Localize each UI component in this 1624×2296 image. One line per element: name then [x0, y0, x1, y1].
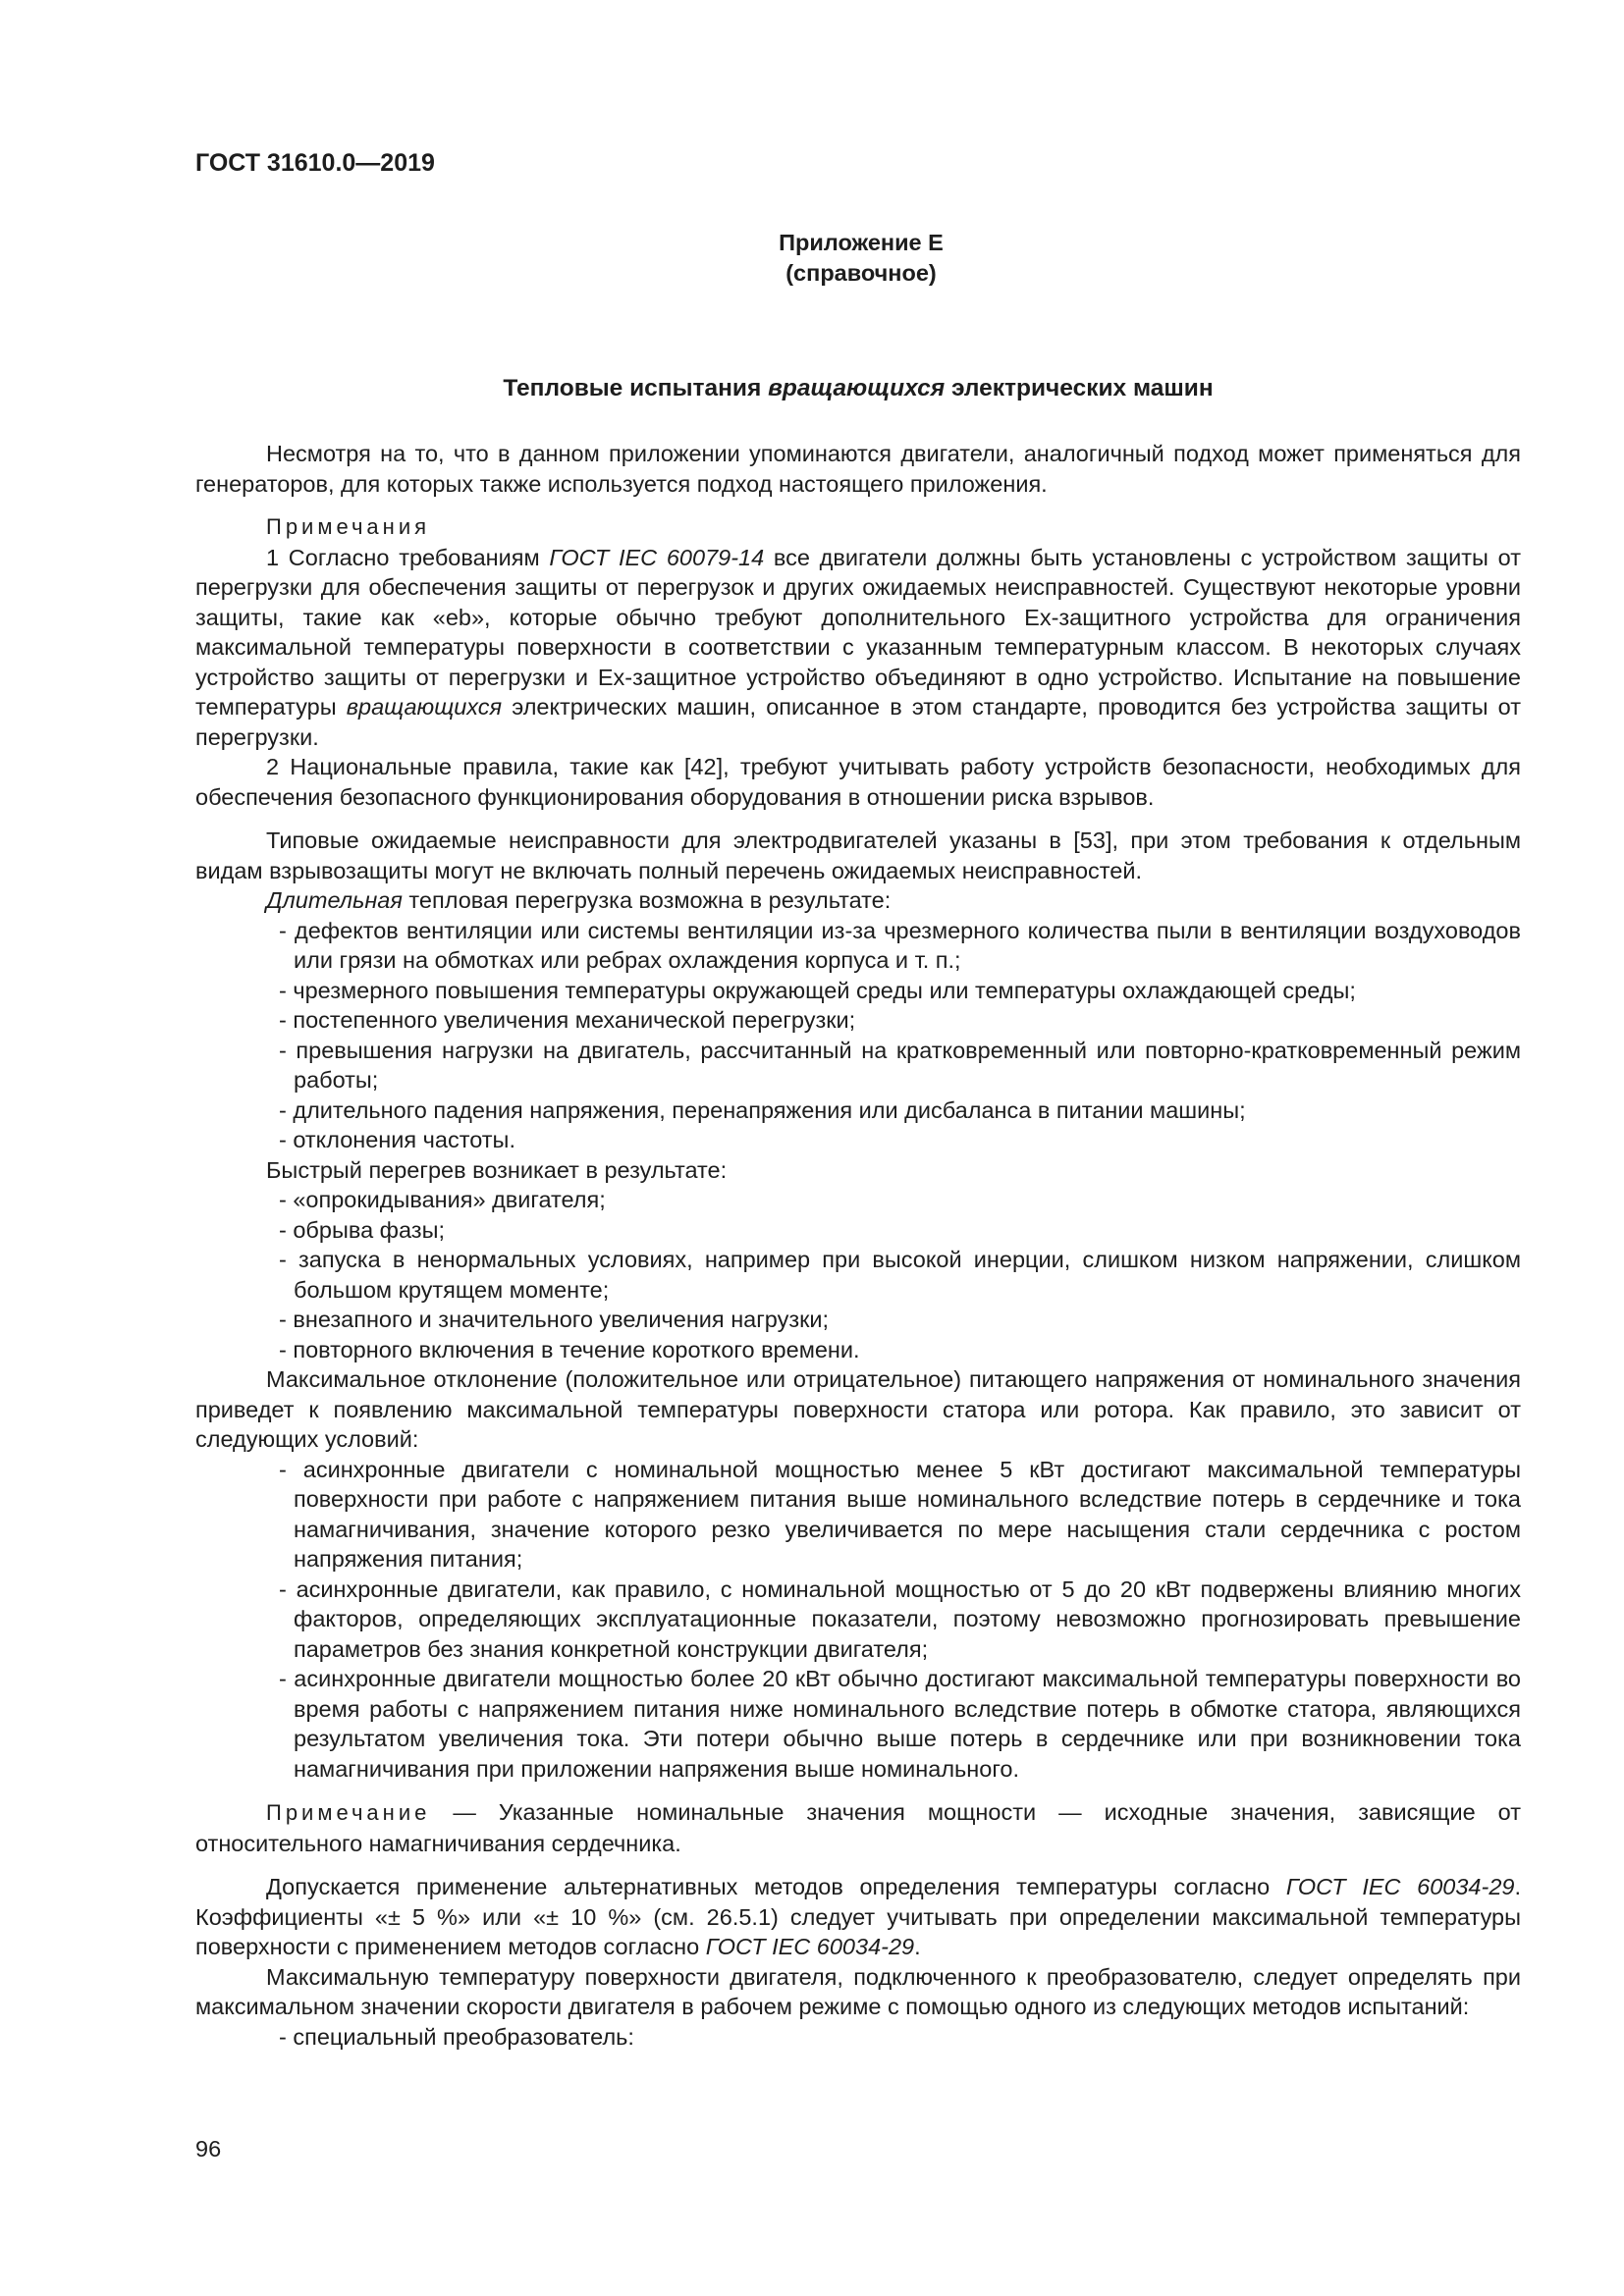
note-1: 1 Согласно требованиям ГОСТ IEC 60079-14 все двигатели должны быть установлены с устройством защиты от перегрузки для обеспечения защиты от перегрузок и других ожидаемых неисправностей. Существуют некоторые уровни защиты, такие как «eb», которые обычно требуют дополнительного Ex-защитного устройства для ограничения максимальной температуры поверхности в соответствии с указанным температурным классом. В некоторых случаях устройство защиты от перегрузки и Ex-защитное устройство объединяют в одно устройство. Испытание на повышение температуры вращающихся электрических машин, описанное в этом стандарте, проводится без устройства защиты от перегрузки.	[195, 544, 1521, 750]
list-item: - отклонения частоты.	[279, 1127, 515, 1152]
intro-paragraph: Несмотря на то, что в данном приложении упоминаются двигатели, аналогичный подход может применяться для генераторов, для которых также используется подход настоящего приложения.	[195, 441, 1521, 497]
list-item: - асинхронные двигатели с номинальной мощностью менее 5 кВт достигают максимальной температуры поверхности при работе с напряжением питания выше номинального вследствие потерь в сердечнике и тока намагничивания, значение которого резко увеличивается по мере насыщения стали сердечника с ростом напряжения питания;	[279, 1456, 1521, 1572]
list-item: - «опрокидывания» двигателя;	[279, 1187, 606, 1212]
typical-faults-paragraph: Типовые ожидаемые неисправности для электродвигателей указаны в [53], при этом требования к отдельным видам взрывозащиты могут не включать полный перечень ожидаемых неисправностей.	[195, 828, 1521, 883]
list-item: - запуска в ненормальных условиях, например при высокой инерции, слишком низком напряжении, слишком большом крутящем моменте;	[279, 1247, 1521, 1303]
list-item: - асинхронные двигатели, как правило, с номинальной мощностью от 5 до 20 кВт подвержены влиянию многих факторов, определяющих эксплуатационные показатели, поэтому невозможно прогнозировать превышение параметров без знания конкретной конструкции двигателя;	[279, 1575, 1521, 1662]
appendix-heading	[0, 228, 1624, 289]
list-item: - обрыва фазы;	[279, 1216, 445, 1243]
note-3: Примечание — Указанные номинальные значения мощности — исходные значения, зависящие от относительного намагничивания сердечника.	[195, 1799, 1521, 1856]
list-item: - дефектов вентиляции или системы вентиляции из-за чрезмерного количества пыли в вентиляции воздуховодов или грязи на обмотках или ребрах охлаждения корпуса и т. п.;	[279, 917, 1521, 973]
section-title: Тепловые испытания вращающихся электрических машин	[503, 375, 1214, 401]
fast-overheat-list	[195, 1185, 1521, 1364]
long-overload-heading: Длительная тепловая перегрузка возможна в результате:	[266, 887, 892, 913]
list-item: - специальный преобразователь:	[279, 2023, 634, 2050]
max-surface-paragraph: Максимальную температуру поверхности двигателя, подключенного к преобразователю, следует определять при максимальном значении скорости двигателя в рабочем режиме с помощью одного из следующих методов испытаний:	[195, 1963, 1521, 2019]
list-item: - длительного падения напряжения, перенапряжения или дисбаланса в питании машины;	[279, 1096, 1246, 1123]
list-item: - чрезмерного повышения температуры окружающей среды или температуры охлаждающей среды;	[279, 977, 1356, 1003]
conditions-list	[195, 1455, 1521, 1785]
document-body	[195, 439, 1521, 2052]
page-number: 96	[195, 2136, 222, 2162]
max-deviation-paragraph: Максимальное отклонение (положительное или отрицательное) питающего напряжения от номинального значения приведет к появлению максимальной температуры поверхности статора или ротора. Как правило, это зависит от следующих условий:	[195, 1366, 1521, 1452]
appendix-type: (справочное)	[785, 260, 937, 286]
fast-overheat-heading: Быстрый перегрев возникает в результате:	[266, 1156, 728, 1183]
list-item: - превышения нагрузки на двигатель, рассчитанный на кратковременный или повторно-кратковременный режим работы;	[279, 1037, 1521, 1093]
notes-heading: Примечания	[266, 514, 431, 539]
long-overload-list	[195, 916, 1521, 1155]
list-item: - асинхронные двигатели мощностью более 20 кВт обычно достигают максимальной температуры поверхности во время работы с напряжением питания ниже номинального вследствие потерь в обмотке статора, являющихся результатом увеличения тока. Эти потери обычно выше потерь в сердечнике или при возникновении тока намагничивания при приложении напряжения выше номинального.	[279, 1666, 1521, 1782]
list-item: - внезапного и значительного увеличения нагрузки;	[279, 1307, 830, 1332]
list-item: - повторного включения в течение короткого времени.	[279, 1336, 860, 1362]
document-header: ГОСТ 31610.0—2019	[195, 149, 435, 177]
appendix-label: Приложение Е	[779, 230, 944, 255]
note-2: 2 Национальные правила, такие как [42], требуют учитывать работу устройств безопасности, необходимых для обеспечения безопасного функционирования оборудования в отношении риска взрывов.	[195, 754, 1521, 810]
list-item: - постепенного увеличения механической перегрузки;	[279, 1007, 856, 1033]
alt-methods-paragraph: Допускается применение альтернативных методов определения температуры согласно ГОСТ IEC 60034-29. Коэффициенты «± 5 %» или «± 10 %» (см. 26.5.1) следует учитывать при определении максимальной температуры поверхности с применением методов согласно ГОСТ IEC 60034-29.	[195, 1874, 1521, 1959]
